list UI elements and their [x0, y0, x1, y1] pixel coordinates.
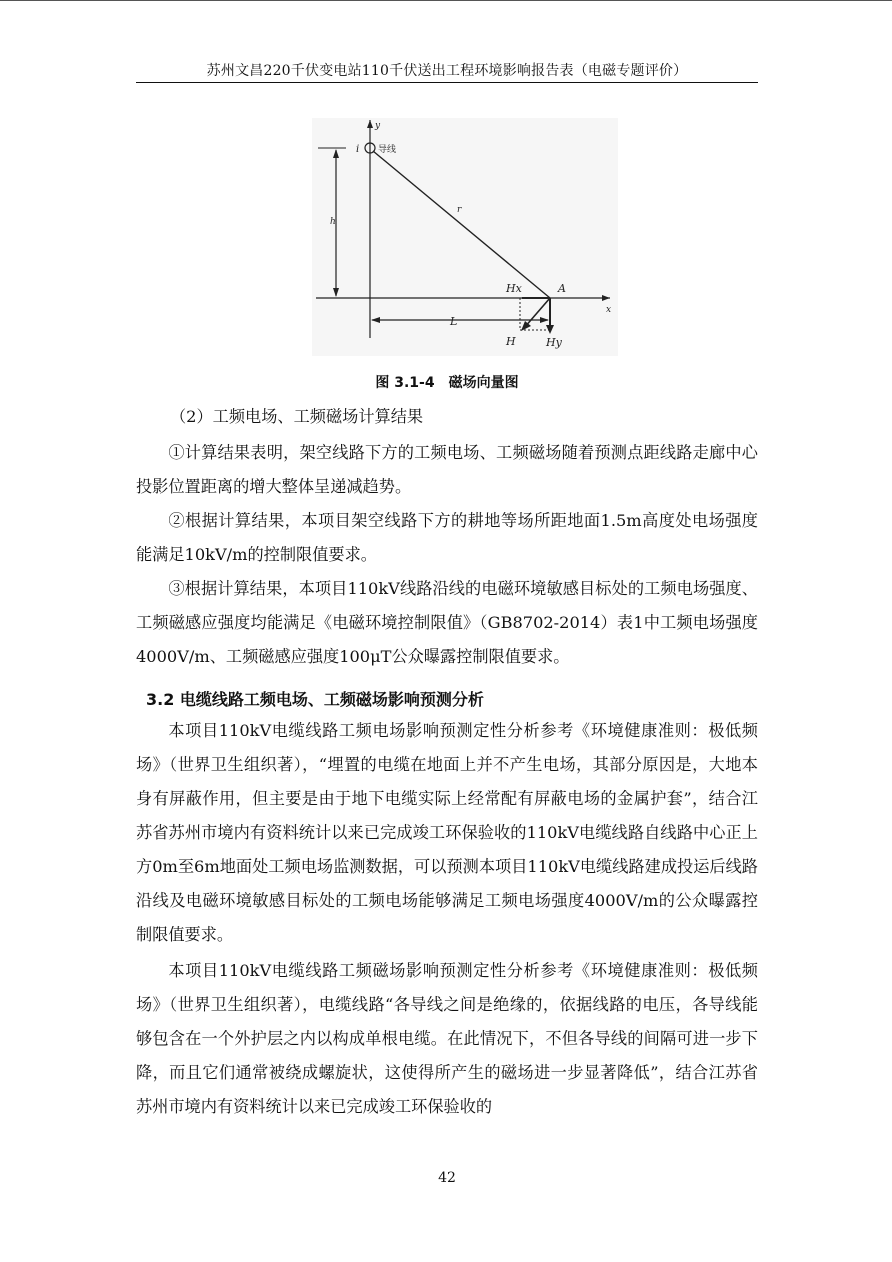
- distance-r-label: r: [457, 205, 462, 215]
- paragraph: 本项目110kV电缆线路工频磁场影响预测定性分析参考《环境健康准则：极低频场》（世界卫生组织著），电缆线路“各导线之间是绝缘的，依据线路的电压，各导线能够包含在一个外护层之内以构成单根电缆。在此情况下，不但各导线的间隔可进一步下降，而且它们通常被绕成螺旋状，这使得所产生的磁场进一步显著降低”，结合江苏省苏州市境内有资料统计以来已完成竣工环保验收的: [136, 961, 758, 1116]
- magnetic-vector-figure: [312, 118, 618, 356]
- subheading-calc-results: [136, 400, 758, 434]
- paragraph: ③根据计算结果，本项目110kV线路沿线的电磁环境敏感目标处的工频电场强度、工频磁感应强度均能满足《电磁环境控制限值》（GB8702-2014）表1中工频电场强度4000V/m、工频磁感应强度100μT公众曝露控制限值要求。: [136, 579, 758, 666]
- paragraph: ①计算结果表明，架空线路下方的工频电场、工频磁场随着预测点距线路走廊中心投影位置距离的增大整体呈递减趋势。: [136, 443, 758, 496]
- paragraph: ②根据计算结果，本项目架空线路下方的耕地等场所距地面1.5m高度处电场强度能满足10kV/m的控制限值要求。: [136, 511, 758, 564]
- wire-index-label: i: [356, 144, 360, 155]
- page-top-border: [0, 0, 892, 1]
- h-field-label: H: [506, 335, 516, 348]
- point-a-label: A: [558, 282, 566, 295]
- page-header: 苏州文昌220千伏变电站110千伏送出工程环境影响报告表（电磁专题评价）: [206, 63, 688, 79]
- cable-analysis-body: [136, 714, 758, 1124]
- y-axis-label: y: [375, 121, 381, 131]
- wire-label: 导线: [378, 145, 397, 155]
- figure-caption: 图 3.1-4 磁场向量图: [375, 375, 519, 391]
- x-axis-label: x: [606, 305, 612, 315]
- hy-label: Hy: [546, 336, 562, 349]
- header-rule: [136, 82, 758, 83]
- section-heading-3-2: 3.2 电缆线路工频电场、工频磁场影响预测分析: [146, 690, 484, 709]
- distance-l-label: L: [450, 315, 458, 328]
- subheading-text: （2）工频电场、工频磁场计算结果: [170, 407, 424, 426]
- calc-results-body: [136, 436, 758, 674]
- page-number: 42: [438, 1170, 456, 1186]
- paragraph: 本项目110kV电缆线路工频电场影响预测定性分析参考《环境健康准则：极低频场》（世界卫生组织著），“埋置的电缆在地面上并不产生电场，其部分原因是，大地本身有屏蔽作用，但主要是由于地下电缆实际上经常配有屏蔽电场的金属护套”，结合江苏省苏州市境内有资料统计以来已完成竣工环保验收的110kV电缆线路自线路中心正上方0m至6m地面处工频电场监测数据，可以预测本项目110kV电缆线路建成投运后线路沿线及电磁环境敏感目标处的工频电场能够满足工频电场强度4000V/m的公众曝露控制限值要求。: [136, 721, 758, 944]
- hx-label: Hx: [506, 282, 522, 295]
- height-label: h: [330, 217, 336, 227]
